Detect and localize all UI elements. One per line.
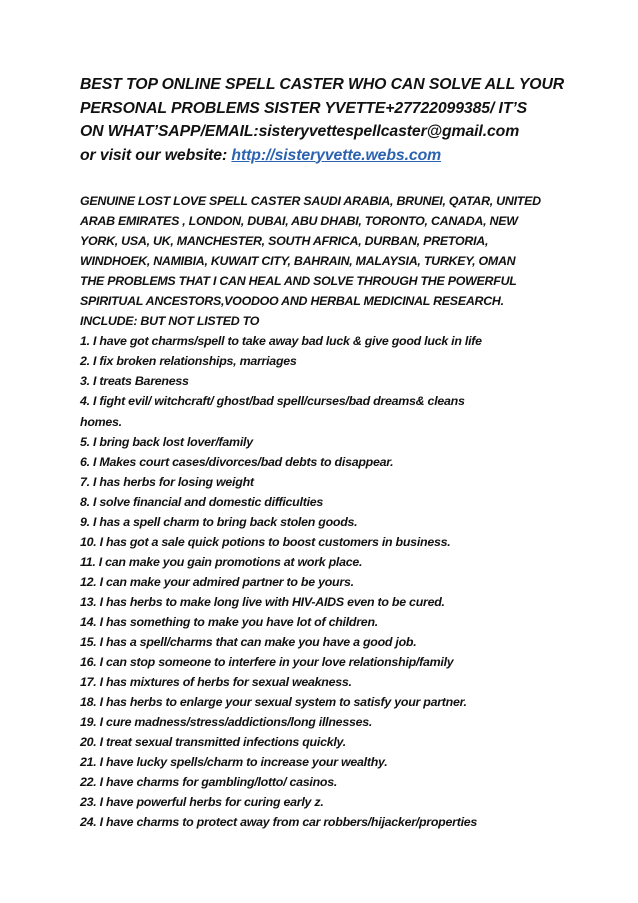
heading-line: ON WHAT’SAPP/EMAIL:sisteryvettespellcaster@gmail.com	[80, 123, 520, 140]
intro-line: WINDHOEK, NAMIBIA, KUWAIT CITY, BAHRAIN, MALAYSIA, TURKEY, OMAN	[80, 254, 516, 269]
website-prefix: or visit our website:	[80, 146, 232, 164]
list-item: 12. I can make your admired partner to be yours.	[80, 574, 354, 589]
list-item: 8. I solve financial and domestic difficulties	[80, 494, 324, 509]
list-item: 21. I have lucky spells/charm to increase your wealthy.	[80, 755, 388, 770]
list-item: 3. I treats Bareness	[80, 374, 189, 389]
intro-line: INCLUDE: BUT NOT LISTED TO	[80, 314, 260, 329]
heading-line	[80, 144, 580, 168]
list-item: 1. I have got charms/spell to take away bad luck & give good luck in life	[80, 334, 482, 349]
intro-line: SPIRITUAL ANCESTORS,VOODOO AND HERBAL MEDICINAL RESEARCH.	[80, 294, 504, 309]
list-item: 9. I has a spell charm to bring back stolen goods.	[80, 514, 358, 529]
list-item: 2. I fix broken relationships, marriages	[80, 354, 297, 369]
list-item: 14. I has something to make you have lot of children.	[80, 614, 378, 629]
list-item: 15. I has a spell/charms that can make you have a good job.	[80, 635, 417, 650]
list-item: 16. I can stop someone to interfere in your love relationship/family	[80, 655, 454, 670]
list-item: 17. I has mixtures of herbs for sexual weakness.	[80, 675, 352, 690]
list-item: 6. I Makes court cases/divorces/bad debts to disappear.	[80, 454, 394, 469]
list-item: 23. I have powerful herbs for curing early z.	[80, 795, 324, 810]
list-item: 7. I has herbs for losing weight	[80, 474, 254, 489]
intro-line: ARAB EMIRATES , LONDON, DUBAI, ABU DHABI, TORONTO, CANADA, NEW	[80, 214, 518, 229]
list-item: 24. I have charms to protect away from car robbers/hijacker/properties	[80, 815, 478, 830]
document-heading	[80, 73, 580, 167]
list-item: 19. I cure madness/stress/addictions/long illnesses.	[80, 715, 373, 730]
list-item: 5. I bring back lost lover/family	[80, 434, 253, 449]
intro-line: GENUINE LOST LOVE SPELL CASTER SAUDI ARABIA, BRUNEI, QATAR, UNITED	[80, 194, 541, 208]
list-item: 18. I has herbs to enlarge your sexual system to satisfy your partner.	[80, 695, 467, 710]
heading-line: PERSONAL PROBLEMS SISTER YVETTE+27722099385/ IT’S	[80, 99, 528, 117]
document-body	[80, 191, 580, 833]
list-item: 4. I fight evil/ witchcraft/ ghost/bad spell/curses/bad dreams& cleans	[80, 394, 465, 409]
heading-line: BEST TOP ONLINE SPELL CASTER WHO CAN SOLVE ALL YOUR	[80, 76, 565, 93]
list-item: 22. I have charms for gambling/lotto/ casinos.	[80, 775, 338, 790]
website-link[interactable]: http://sisteryvette.webs.com	[231, 146, 442, 164]
intro-line: YORK, USA, UK, MANCHESTER, SOUTH AFRICA, DURBAN, PRETORIA,	[80, 234, 489, 249]
list-item: 20. I treat sexual transmitted infections quickly.	[80, 735, 346, 750]
list-item: 10. I has got a sale quick potions to boost customers in business.	[80, 534, 451, 549]
intro-line: THE PROBLEMS THAT I CAN HEAL AND SOLVE THROUGH THE POWERFUL	[80, 274, 517, 289]
list-item: 11. I can make you gain promotions at work place.	[80, 554, 363, 569]
list-item: 13. I has herbs to make long live with HIV-AIDS even to be cured.	[80, 594, 445, 609]
list-item: homes.	[80, 414, 122, 429]
